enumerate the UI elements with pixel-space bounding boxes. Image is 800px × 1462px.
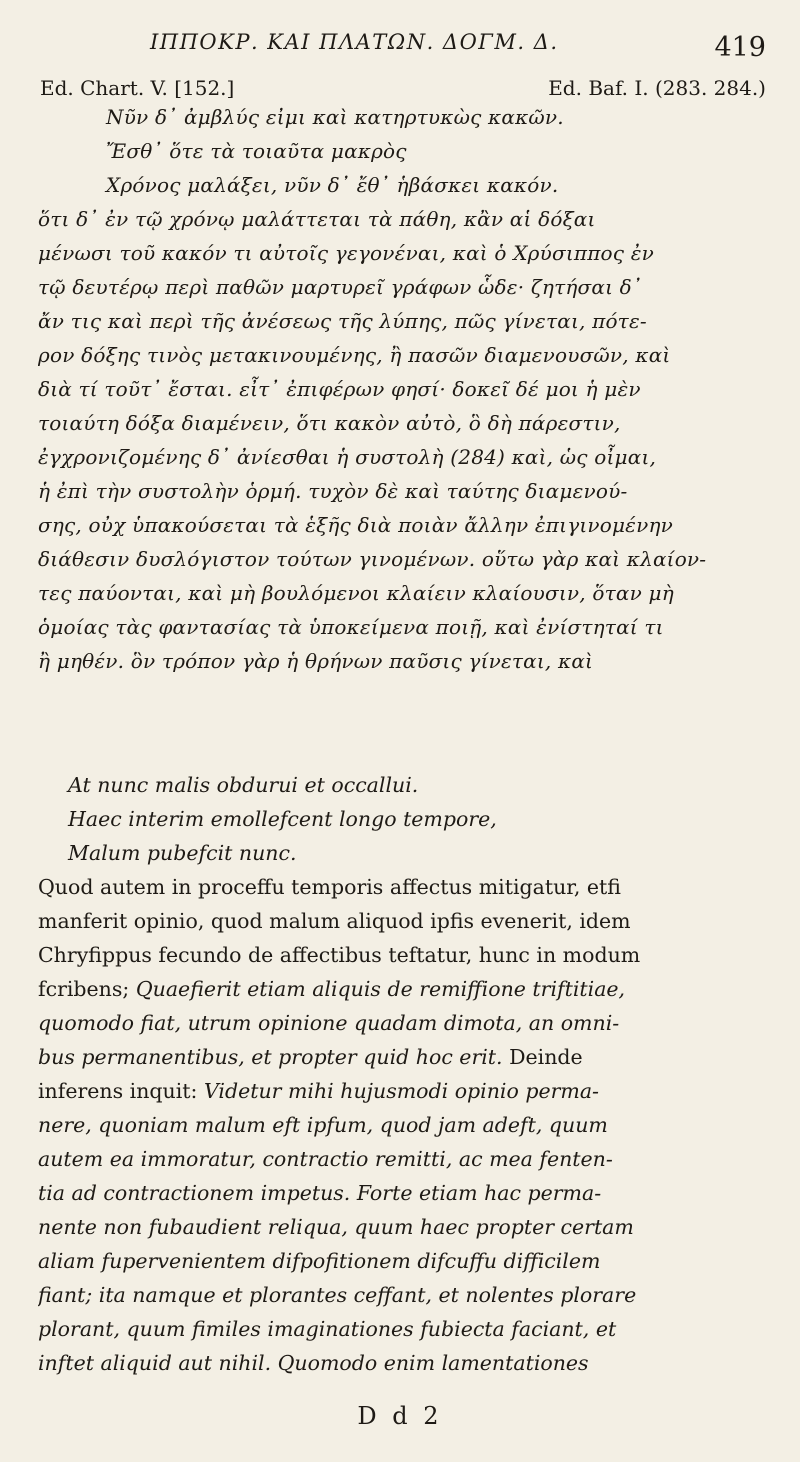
latin-prose-line — [38, 1210, 768, 1244]
quoted-italic-text: fiant; ita namque et plorantes ceffant, et nolentes plorare — [38, 1283, 637, 1307]
latin-prose-line — [38, 870, 768, 904]
latin-prose-line — [38, 1346, 768, 1380]
greek-prose-line: ἄν τις καὶ περὶ τῆς ἀνέσεως τῆς λύπης, πῶς γίνεται, πότε- — [38, 309, 647, 333]
quoted-italic-text: Quaefierit etiam aliquis de remiffione triftitiae, — [135, 977, 626, 1001]
greek-prose-line: μένωσι τοῦ κακόν τι αὐτοῖς γεγονέναι, καὶ ὁ Χρύσιππος ἐν — [38, 241, 655, 265]
quoted-italic-text: bus permanentibus, et propter quid hoc erit. — [38, 1045, 503, 1069]
edition-chartier: Ed. Chart. V. [152.] — [40, 76, 235, 100]
latin-prose-line — [38, 904, 768, 938]
greek-verse-line: Ἔσθ᾽ ὅτε τὰ τοιαῦτα μακρὸς — [106, 139, 407, 163]
quoted-italic-text: Videtur mihi hujusmodi opinio perma- — [203, 1079, 599, 1103]
latin-prose-line — [38, 1312, 768, 1346]
latin-prose-line — [38, 1176, 768, 1210]
quoted-italic-text: autem ea immoratur, contractio remitti, ac mea fenten- — [38, 1147, 613, 1171]
latin-verse — [38, 768, 768, 870]
quoted-italic-text: inftet aliquid aut nihil. Quomodo enim lamentationes — [38, 1351, 589, 1375]
quoted-italic-text: nente non fubaudient reliqua, quum haec propter certam — [38, 1215, 634, 1239]
greek-prose-line: τες παύονται, καὶ μὴ βουλόμενοι κλαίειν κλαίουσιν, ὅταν μὴ — [38, 581, 674, 605]
latin-prose-line — [38, 1040, 768, 1074]
latin-prose — [38, 870, 768, 1380]
latin-prose-line — [38, 1074, 768, 1108]
latin-prose-line — [38, 1142, 768, 1176]
signature-mark: D d 2 — [357, 1402, 443, 1430]
edition-basel: Ed. Baf. I. (283. 284.) — [548, 76, 766, 100]
roman-text: inferens inquit: — [38, 1079, 204, 1103]
roman-text: manferit opinio, quod malum aliquod ipfis evenerit, idem — [38, 909, 631, 933]
greek-prose-line: σης, οὐχ ὑπακούσεται τὰ ἑξῆς διὰ ποιὰν ἄλλην ἐπιγινομένην — [38, 513, 674, 537]
roman-text: Quod autem in proceffu temporis affectus mitigatur, etfi — [38, 875, 621, 899]
greek-verse-line: Χρόνος μαλάξει, νῦν δ᾽ ἔθ᾽ ἡβάσκει κακόν. — [106, 173, 559, 197]
greek-prose-line: διάθεσιν δυσλόγιστον τούτων γινομένων. οὕτω γὰρ καὶ κλαίον- — [38, 547, 707, 571]
latin-prose-line — [38, 1278, 768, 1312]
greek-prose-line: τῷ δευτέρῳ περὶ παθῶν μαρτυρεῖ γράφων ὧδε· ζητήσαι δ᾽ — [38, 275, 643, 299]
greek-prose-line: διὰ τί τοῦτ᾽ ἔσται. εἶτ᾽ ἐπιφέρων φησί· δοκεῖ δέ μοι ἡ μὲν — [38, 377, 641, 401]
latin-prose-line — [38, 938, 768, 972]
roman-text: fcribens; — [38, 977, 136, 1001]
latin-verse-line: Haec interim emollefcent longo tempore, — [68, 807, 497, 831]
greek-prose-line: τοιαύτη δόξα διαμένειν, ὅτι κακὸν αὐτὸ, ὃ δὴ πάρεστιν, — [38, 411, 621, 435]
latin-verse-line: At nunc malis obdurui et occallui. — [68, 773, 419, 797]
roman-text: Chryfippus fecundo de affectibus teftatur, hunc in modum — [38, 943, 641, 967]
latin-prose-line — [38, 972, 768, 1006]
greek-verse-line: Νῦν δ᾽ ἀμβλύς εἰμι καὶ κατηρτυκὼς κακῶν. — [106, 105, 564, 129]
greek-prose-line: ἢ μηθέν. ὃν τρόπον γὰρ ἡ θρήνων παῦσις γίνεται, καὶ — [38, 649, 594, 673]
greek-prose-line: ὁμοίας τὰς φαντασίας τὰ ὑποκείμενα ποιῇ, καὶ ἐνίστηταί τι — [38, 615, 664, 639]
greek-prose-line: ἡ ἐπὶ τὴν συστολὴν ὁρμή. τυχὸν δὲ καὶ ταύτης διαμενού- — [38, 479, 628, 503]
greek-prose-line: ρον δόξης τινὸς μετακινουμένης, ἢ πασῶν διαμενουσῶν, καὶ — [38, 343, 671, 367]
latin-prose-line — [38, 1006, 768, 1040]
quoted-italic-text: nere, quoniam malum eft ipfum, quod jam adeft, quum — [38, 1113, 608, 1137]
latin-prose-line — [38, 1108, 768, 1142]
greek-prose-line: ὅτι δ᾽ ἐν τῷ χρόνῳ μαλάττεται τὰ πάθη, κἂν αἱ δόξαι — [38, 207, 596, 231]
page-number: 419 — [714, 32, 766, 63]
greek-text — [38, 100, 768, 678]
greek-prose-line: ἐγχρονιζομένης δ᾽ ἀνίεσθαι ἡ συστολὴ (284) καὶ, ὡς οἶμαι, — [38, 445, 657, 469]
edition-references — [40, 76, 766, 100]
latin-verse-line: Malum pubefcit nunc. — [68, 841, 297, 865]
quoted-italic-text: quomodo fiat, utrum opinione quadam dimota, an omni- — [38, 1011, 620, 1035]
quoted-italic-text: tia ad contractionem impetus. Forte etiam hac perma- — [38, 1181, 602, 1205]
latin-prose-line — [38, 1244, 768, 1278]
quoted-italic-text: aliam fupervenientem difpofitionem difcuffu difficilem — [38, 1249, 601, 1273]
running-head: ΙΠΠΟΚΡ. ΚΑΙ ΠΛΑΤΩΝ. ΔΟΓΜ. Δ. — [150, 30, 559, 54]
roman-text: Deinde — [502, 1045, 583, 1069]
quoted-italic-text: plorant, quum fimiles imaginationes fubiecta faciant, et — [38, 1317, 617, 1341]
